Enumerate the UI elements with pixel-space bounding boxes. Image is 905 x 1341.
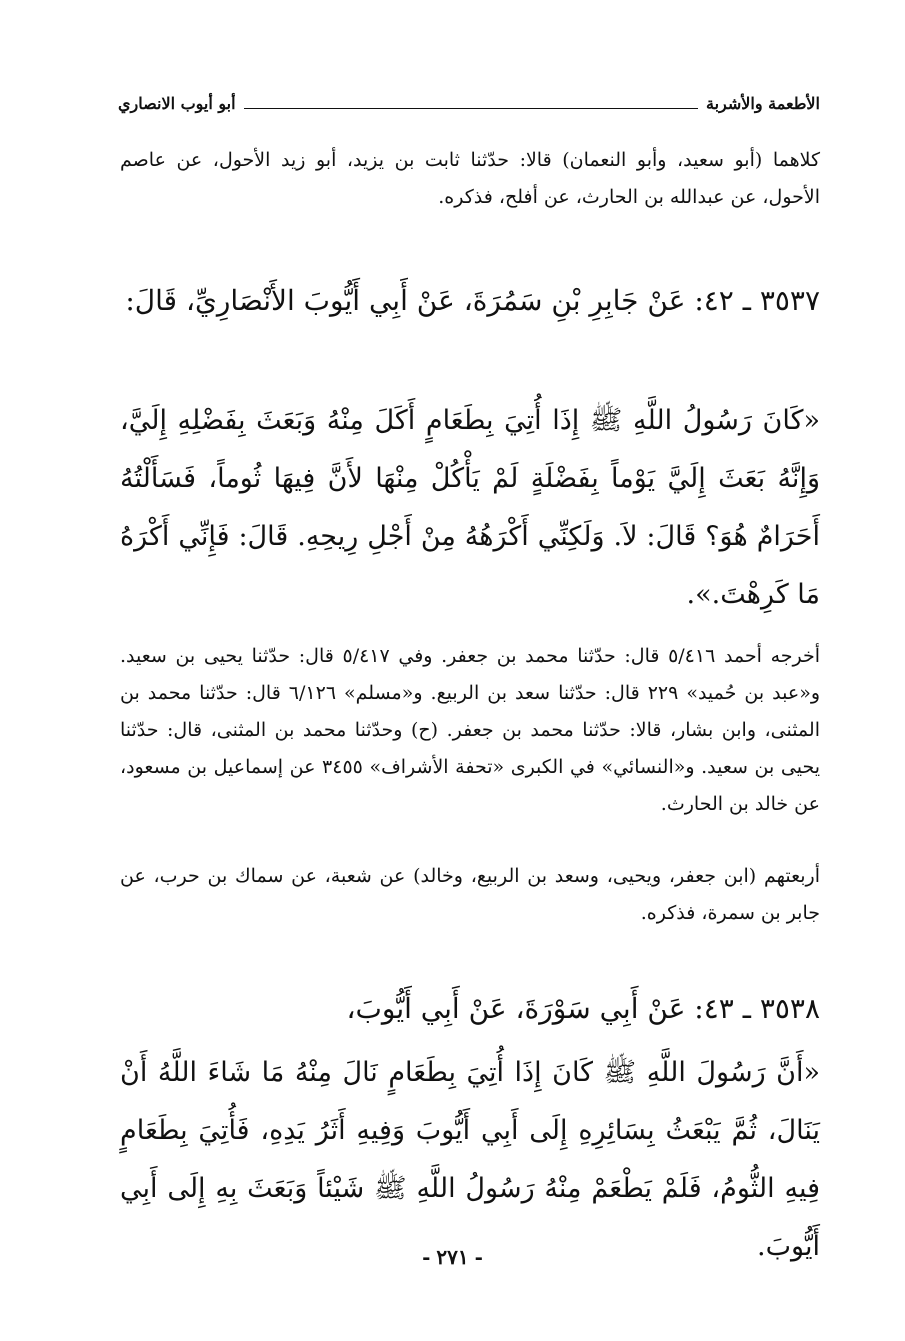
header-rule <box>244 108 698 109</box>
page-number <box>0 1245 905 1269</box>
hadith-43-text: «أَنَّ رَسُولَ اللَّهِ ﷺ كَانَ إِذَا أُتِيَ بِطَعَامٍ نَالَ مِنْهُ مَا شَاءَ اللَّهُ أَنْ يَنَالَ، ثُمَّ يَبْعَثُ بِسَائِرِهِ إِلَى أَبِي أَيُّوبَ وَفِيهِ أَثَرُ يَدِهِ، فَأُتِيَ بِطَعَامٍ فِيهِ الثُّومُ، فَلَمْ يَطْعَمْ مِنْهُ رَسُولُ اللَّهِ ﷺ شَيْئاً وَبَعَثَ بِهِ إِلَى أَبِي أَيُّوبَ. <box>120 1057 820 1262</box>
chapter-title: الأطعمة والأشربة <box>706 93 820 113</box>
page-number-dash-left: - <box>422 1245 431 1269</box>
running-header <box>118 88 820 118</box>
hadith-43-heading: ٣٥٣٨ ـ ٤٣: عَنْ أَبِي سَوْرَةَ، عَنْ أَبِي أَيُّوبَ، <box>346 992 820 1025</box>
hadith-42-takhrij-summary: أربعتهم (ابن جعفر، ويحيى، وسعد بن الربيع، وخالد) عن شعبة، عن سماك بن حرب، عن جابر بن سمرة، فذكره. <box>120 865 820 924</box>
hadith-42-takhrij: أخرجه أحمد ٥/٤١٦ قال: حدّثنا محمد بن جعفر. وفي ٥/٤١٧ قال: حدّثنا يحيى بن سعيد. و«عبد بن حُميد» ٢٢٩ قال: حدّثنا سعد بن الربيع. و«مسلم» ٦/١٢٦ قال: حدّثنا محمد بن المثنى، وابن بشار، قالا: حدّثنا محمد بن جعفر. (ح) وحدّثنا محمد بن المثنى، قال: حدّثنا يحيى بن سعيد. و«النسائي» في الكبرى «تحفة الأشراف» ٣٤٥٥ عن إسماعيل بن مسعود، عن خالد بن الحارث. <box>120 645 821 815</box>
hadith-42-heading: ٣٥٣٧ ـ ٤٢: عَنْ جَابِرِ بْنِ سَمُرَةَ، عَنْ أَبِي أَيُّوبَ الأَنْصَارِيِّ، قَالَ: <box>125 284 820 317</box>
intro-note: كلاهما (أبو سعيد، وأبو النعمان) قالا: حدّثنا ثابت بن يزيد، أبو زيد الأحول، عن عاصم الأحول، عن عبدالله بن الحارث، عن أفلح، فذكره. <box>120 149 820 208</box>
section-title: أبو أيوب الانصاري <box>118 93 236 113</box>
page-number-value: ٢٧١ <box>436 1245 469 1269</box>
hadith-42-text: «كَانَ رَسُولُ اللَّهِ ﷺ إِذَا أُتِيَ بِطَعَامٍ أَكَلَ مِنْهُ وَبَعَثَ بِفَضْلِهِ إِلَيَّ، وَإِنَّهُ بَعَثَ إِلَيَّ يَوْماً بِفَضْلَةٍ لَمْ يَأْكُلْ مِنْهَا لأَنَّ فِيهَا ثُوماً، فَسَأَلْتُهُ أَحَرَامٌ هُوَ؟ قَالَ: لاَ. وَلَكِنِّي أَكْرَهُهُ مِنْ أَجْلِ رِيحِهِ. قَالَ: فَإِنِّي أَكْرَهُ مَا كَرِهْتَ.». <box>120 405 820 610</box>
page-number-dash-right: - <box>474 1245 483 1269</box>
